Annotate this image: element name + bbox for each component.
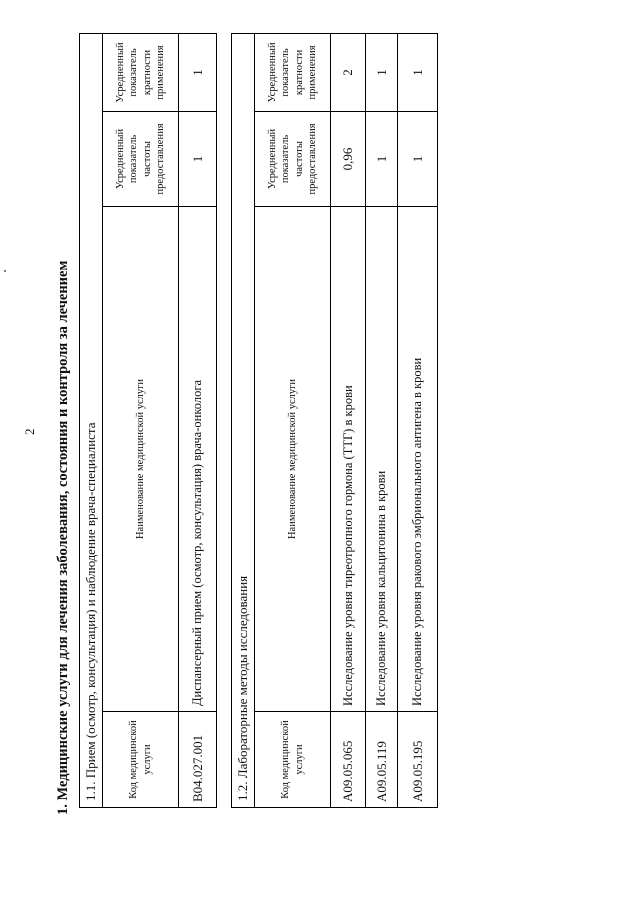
subsection-title: 1.1. Прием (осмотр, консультация) и наблюдение врача-специалиста xyxy=(80,33,103,807)
frequency-value: 1 xyxy=(179,112,217,207)
header-frequency: Усредненный показатель частоты предоставления xyxy=(255,112,331,207)
header-code: Код медицинской услуги xyxy=(255,712,331,808)
header-frequency: Усредненный показатель частоты предоставления xyxy=(103,112,179,207)
frequency-value: 1 xyxy=(366,112,398,207)
service-name: Исследование уровня кальцитонина в крови xyxy=(366,207,398,712)
table-caption-row xyxy=(232,33,255,807)
laboratory-table xyxy=(231,33,438,808)
header-code: Код медицинской услуги xyxy=(103,712,179,808)
table-row xyxy=(331,33,366,807)
multiplicity-value: 2 xyxy=(331,33,366,111)
table-row xyxy=(366,33,398,807)
header-multiplicity: Усредненный показатель кратности применения xyxy=(103,33,179,111)
subsection-title: 1.2. Лабораторные методы исследования xyxy=(232,33,255,807)
section-title: 1. Медицинские услуги для лечения заболевания, состояния и контроля за лечением xyxy=(55,260,71,815)
consultation-table xyxy=(79,33,217,808)
frequency-value: 1 xyxy=(398,112,438,207)
table-row xyxy=(179,33,217,807)
service-code: A09.05.065 xyxy=(331,712,366,808)
multiplicity-value: 1 xyxy=(366,33,398,111)
header-row xyxy=(103,33,179,807)
header-row xyxy=(255,33,331,807)
multiplicity-value: 1 xyxy=(398,33,438,111)
multiplicity-value: 1 xyxy=(179,33,217,111)
service-name: Диспансерный прием (осмотр, консультация) врача-онколога xyxy=(179,207,217,712)
header-multiplicity: Усредненный показатель кратности применения xyxy=(255,33,331,111)
frequency-value: 0,96 xyxy=(331,112,366,207)
header-name: Наименование медицинской услуги xyxy=(103,207,179,712)
service-code: A09.05.119 xyxy=(366,712,398,808)
table-row xyxy=(398,33,438,807)
page-number: 2 xyxy=(22,428,37,435)
header-name: Наименование медицинской услуги xyxy=(255,207,331,712)
table-caption-row xyxy=(80,33,103,807)
service-code: B04.027.001 xyxy=(179,712,217,808)
service-name: Исследование уровня тиреотропного гормона (ТТГ) в крови xyxy=(331,207,366,712)
service-code: A09.05.195 xyxy=(398,712,438,808)
service-name: Исследование уровня ракового эмбрионального антигена в крови xyxy=(398,207,438,712)
